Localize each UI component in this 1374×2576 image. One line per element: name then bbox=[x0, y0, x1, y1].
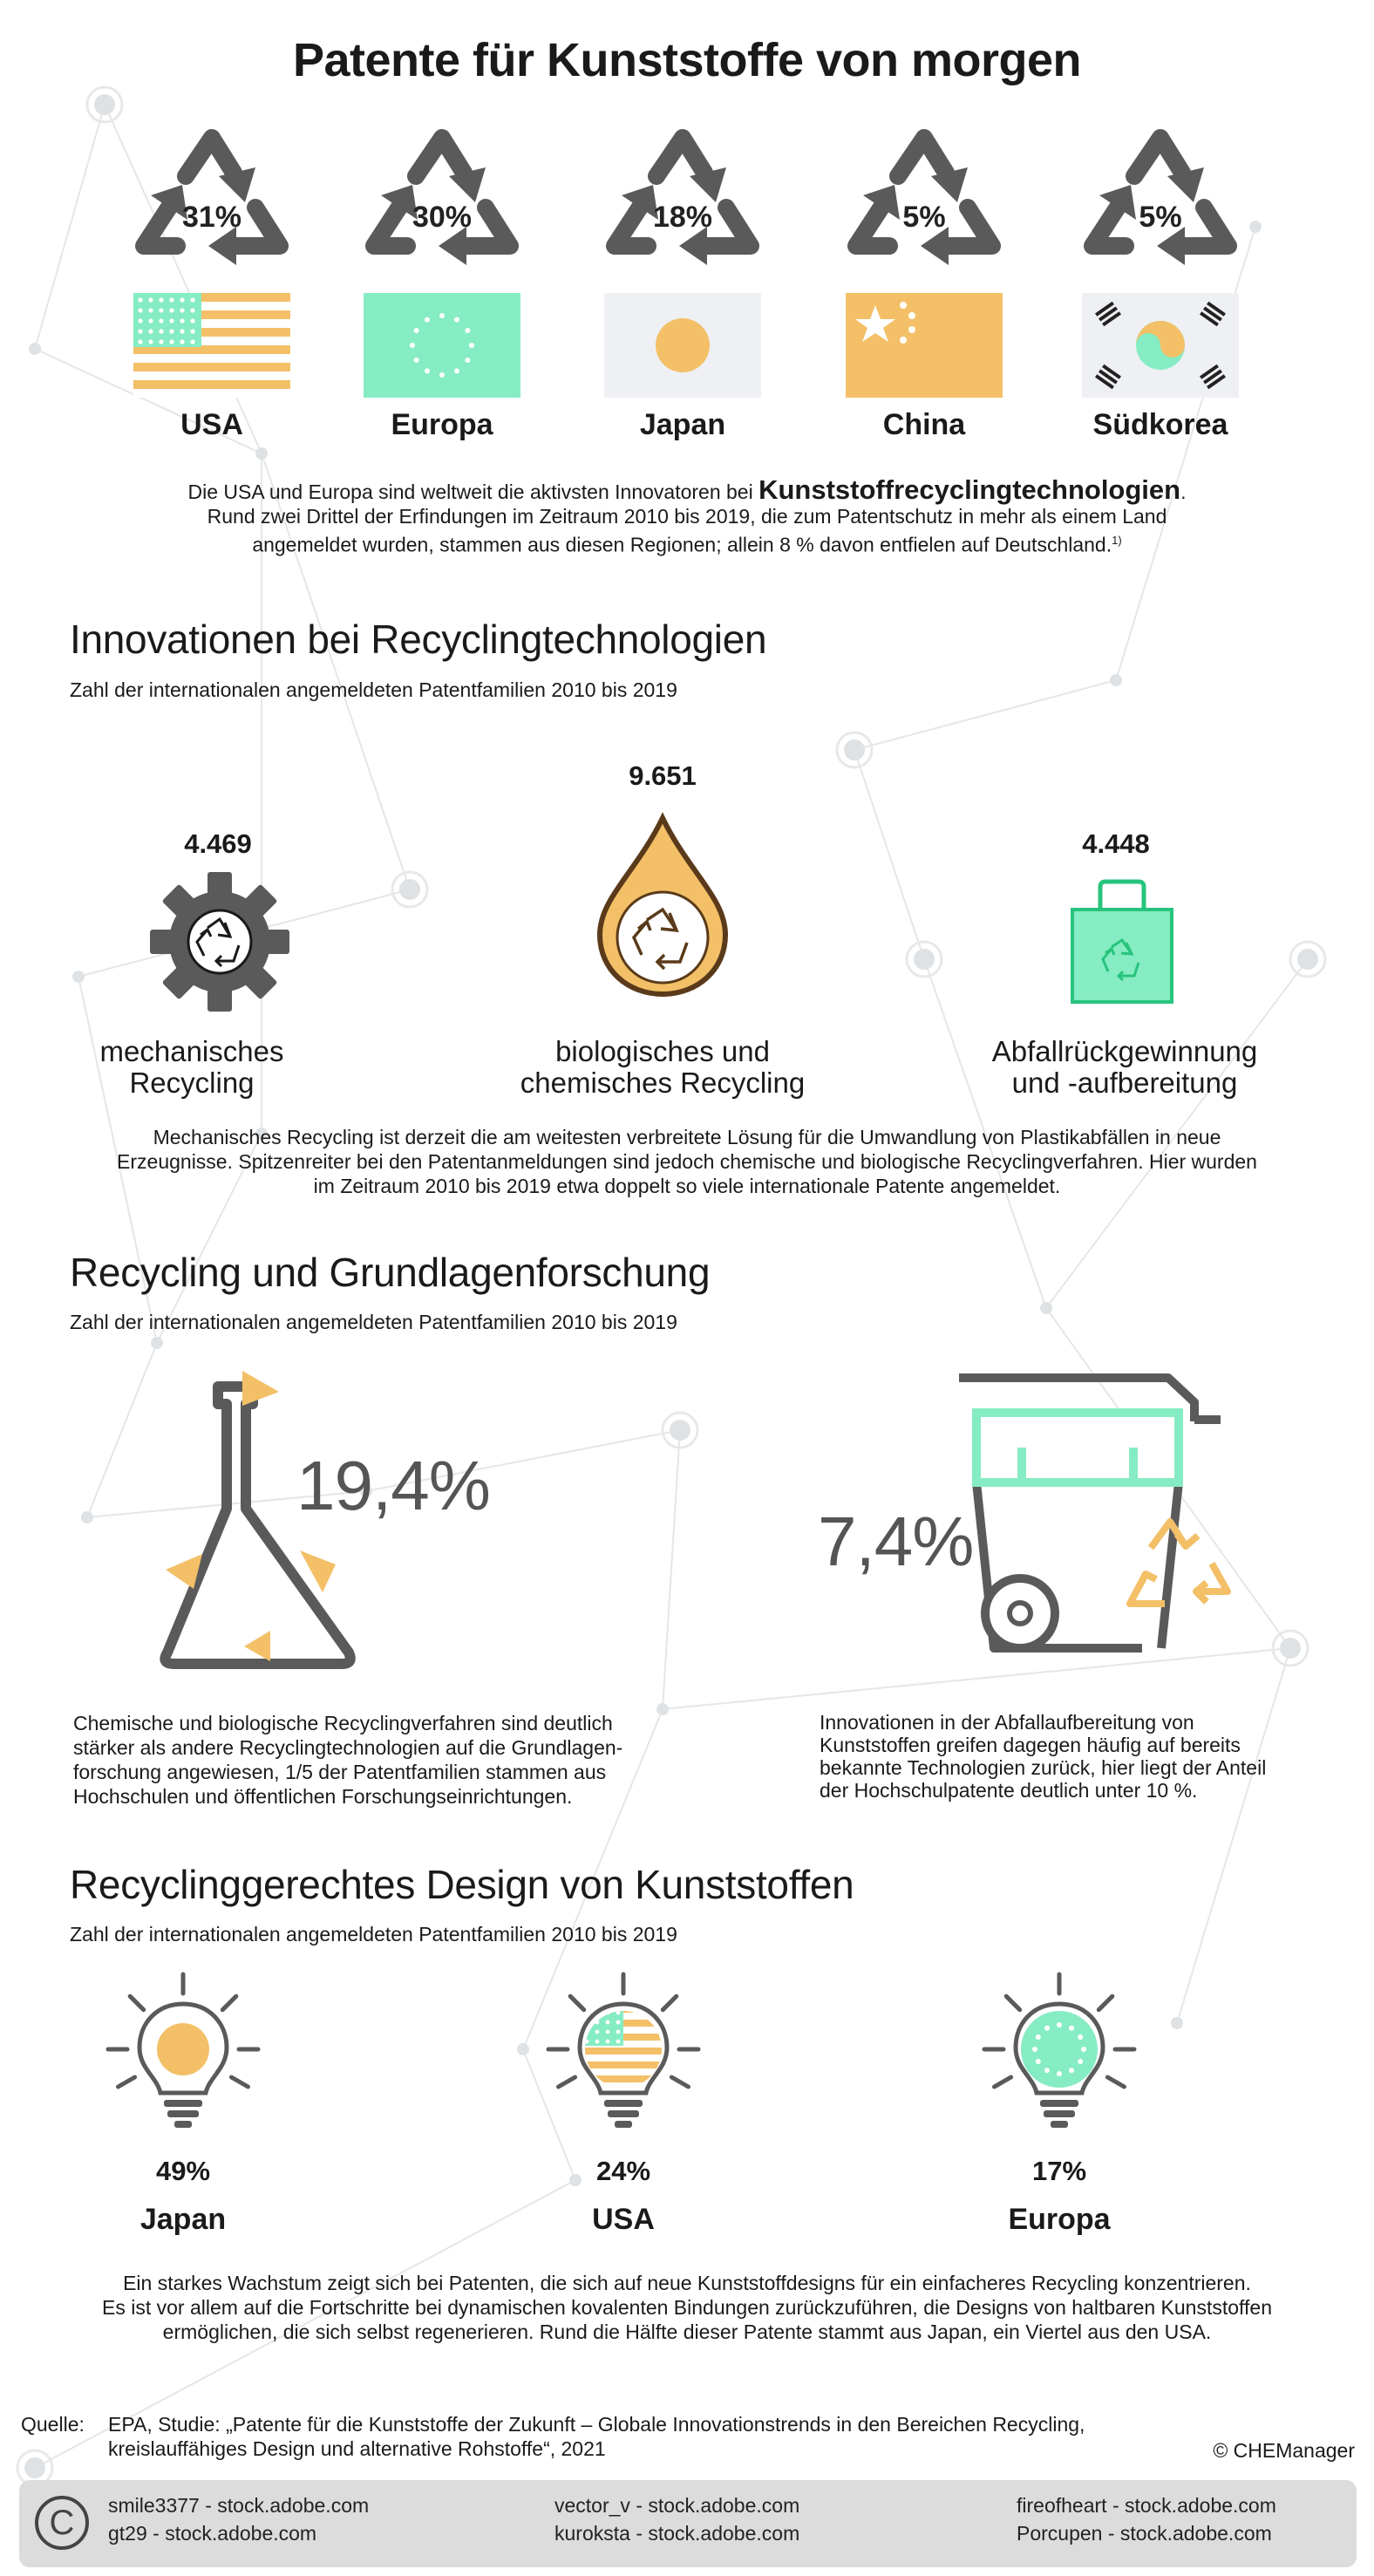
bag-recycle-icon bbox=[1065, 876, 1179, 1007]
source-text bbox=[108, 2412, 1154, 2461]
lightbulb-icon bbox=[545, 1971, 702, 2136]
intro-line1: Die USA und Europa sind weltweit die aktivsten Innovatoren bei bbox=[187, 480, 759, 503]
section3-subheading: Zahl der internationalen angemeldeten Patentfamilien 2010 bis 2019 bbox=[70, 1923, 677, 1946]
section2-right-line: Kunststoffen greifen dagegen häufig auf bereits bbox=[820, 1734, 1241, 1756]
waste-value: 4.448 bbox=[1082, 828, 1150, 859]
country-name: China bbox=[882, 408, 966, 441]
korea-flag bbox=[1082, 293, 1239, 398]
bio-chem-label bbox=[488, 1036, 837, 1099]
usa-flag bbox=[133, 293, 290, 398]
credit-5: fireofheart - stock.adobe.com bbox=[1017, 2494, 1276, 2517]
bio-chem-label-line1: biologisches und bbox=[555, 1035, 770, 1067]
waste-label-line2: und -aufbereitung bbox=[1011, 1067, 1238, 1099]
eu-flag bbox=[364, 293, 520, 398]
bulb-country: USA bbox=[592, 2203, 655, 2236]
section1-text-line: Mechanisches Recycling ist derzeit die am weitesten verbreitete Lösung für die Umwandlung von Plastikabfällen in neue bbox=[153, 1126, 1221, 1148]
section1-text bbox=[61, 1125, 1313, 1198]
section1-subheading: Zahl der internationalen angemeldeten Patentfamilien 2010 bis 2019 bbox=[70, 678, 677, 701]
country-percent: 30% bbox=[412, 201, 473, 234]
country-percent: 5% bbox=[1139, 201, 1182, 234]
section2-right-line: Innovationen in der Abfallaufbereitung von bbox=[820, 1711, 1194, 1734]
mechanical-label-line2: Recycling bbox=[129, 1067, 255, 1099]
lightbulb-icon bbox=[981, 1971, 1138, 2136]
intro-paragraph bbox=[105, 474, 1269, 557]
country-name: Südkorea bbox=[1092, 408, 1228, 441]
section3-text-line: ermöglichen, die sich selbst regenerieren. Rund die Hälfte dieser Patente stammt aus Japan, ein Viertel aus den USA. bbox=[162, 2320, 1212, 2343]
section2-left-line: Hochschulen und öffentlichen Forschungseinrichtungen. bbox=[73, 1785, 573, 1808]
section3-text bbox=[35, 2271, 1339, 2344]
credit-4: kuroksta - stock.adobe.com bbox=[554, 2522, 800, 2545]
waste-label bbox=[959, 1036, 1290, 1099]
section1-text-line: Erzeugnisse. Spitzenreiter bei den Patentanmeldungen sind jedoch chemische und biologische Recyclingverfahren. Hier wurden bbox=[117, 1150, 1257, 1173]
intro-line2: Rund zwei Drittel der Erfindungen im Zeitraum 2010 bis 2019, die zum Patentschutz in mehr als einem Land bbox=[207, 505, 1167, 528]
section2-left-text bbox=[73, 1711, 701, 1809]
section1-heading: Innovationen bei Recyclingtechnologien bbox=[70, 617, 767, 662]
section2-left-line: stärker als andere Recyclingtechnologien auf die Grundlagen- bbox=[73, 1736, 623, 1759]
country-percent: 5% bbox=[902, 201, 946, 234]
country-row bbox=[0, 0, 1374, 453]
country-name: USA bbox=[180, 408, 243, 441]
bulb-percent: 17% bbox=[1031, 2156, 1087, 2186]
section3-heading: Recyclinggerechtes Design von Kunststoffen bbox=[70, 1862, 854, 1907]
bio-chem-value: 9.651 bbox=[629, 760, 697, 791]
lightbulb-icon bbox=[105, 1971, 262, 2136]
credit-2: gt29 - stock.adobe.com bbox=[108, 2522, 317, 2545]
waste-bin-recycle-icon bbox=[942, 1360, 1255, 1666]
intro-period: . bbox=[1180, 480, 1187, 503]
credit-6: Porcupen - stock.adobe.com bbox=[1017, 2522, 1272, 2545]
section1-text-line: im Zeitraum 2010 bis 2019 etwa doppelt so viele internationale Patente angemeldet. bbox=[313, 1175, 1061, 1197]
bio-chem-label-line2: chemisches Recycling bbox=[520, 1067, 806, 1099]
footnote-marker: 1) bbox=[1112, 534, 1122, 547]
section2-right-line: bekannte Technologien zurück, hier liegt der Anteil bbox=[820, 1756, 1267, 1779]
intro-highlight: Kunststoffrecyclingtechnologien bbox=[758, 474, 1181, 505]
drop-recycle-icon bbox=[593, 811, 732, 998]
source-label: Quelle: bbox=[21, 2413, 85, 2436]
country-name: Japan bbox=[639, 408, 726, 441]
mechanical-label-line1: mechanisches bbox=[99, 1035, 284, 1067]
basic-research-percent: 19,4% bbox=[296, 1447, 490, 1524]
japan-flag bbox=[604, 293, 761, 398]
section2-subheading: Zahl der internationalen angemeldeten Patentfamilien 2010 bis 2019 bbox=[70, 1311, 677, 1333]
section3-text-line: Ein starkes Wachstum zeigt sich bei Patenten, die sich auf neue Kunststoffdesigns für ein einfacheres Recycling konzentrieren. bbox=[123, 2272, 1251, 2294]
copyright-symbol-icon: C bbox=[35, 2496, 89, 2550]
source-line: kreislauffähiges Design und alternative Rohstoffe“, 2021 bbox=[108, 2437, 606, 2460]
china-flag bbox=[846, 293, 1003, 398]
mechanical-value: 4.469 bbox=[184, 828, 252, 859]
section3-text-line: Es ist vor allem auf die Fortschritte bei dynamischen kovalenten Bindungen zurückzuführen, die Designs von haltbaren Kunststoffen bbox=[102, 2296, 1272, 2319]
bulb-percent: 24% bbox=[595, 2156, 651, 2186]
bulb-row bbox=[0, 1971, 1374, 2250]
credit-1: smile3377 - stock.adobe.com bbox=[108, 2494, 370, 2517]
bulb-country: Europa bbox=[1008, 2203, 1111, 2236]
credit-3: vector_v - stock.adobe.com bbox=[554, 2494, 800, 2517]
gear-recycle-icon bbox=[150, 872, 289, 1012]
section2-heading: Recycling und Grundlagenforschung bbox=[70, 1250, 711, 1295]
section2-right-text bbox=[820, 1711, 1360, 1802]
country-name: Europa bbox=[391, 408, 493, 441]
section2-right-line: der Hochschulpatente deutlich unter 10 %. bbox=[820, 1779, 1198, 1802]
waste-label-line1: Abfallrückgewinnung bbox=[991, 1035, 1258, 1067]
country-percent: 18% bbox=[652, 201, 713, 234]
waste-research-percent: 7,4% bbox=[818, 1503, 974, 1580]
page-title: Patente für Kunststoffe von morgen bbox=[292, 34, 1082, 86]
source-line: EPA, Studie: „Patente für die Kunststoffe der Zukunft – Globale Innovationstrends in den Bereichen Recycling, bbox=[108, 2413, 1085, 2436]
bulb-country: Japan bbox=[139, 2203, 227, 2236]
country-percent: 31% bbox=[181, 201, 242, 234]
mechanical-label bbox=[61, 1036, 323, 1099]
intro-line3: angemeldet wurden, stammen aus diesen Regionen; allein 8 % davon entfielen auf Deutschland. bbox=[252, 533, 1112, 556]
section2-left-line: Chemische und biologische Recyclingverfahren sind deutlich bbox=[73, 1712, 613, 1734]
bulb-percent: 49% bbox=[155, 2156, 211, 2186]
copyright: © CHEManager bbox=[1213, 2439, 1355, 2462]
section2-left-line: forschung angewiesen, 1/5 der Patentfamilien stammen aus bbox=[73, 1761, 607, 1783]
